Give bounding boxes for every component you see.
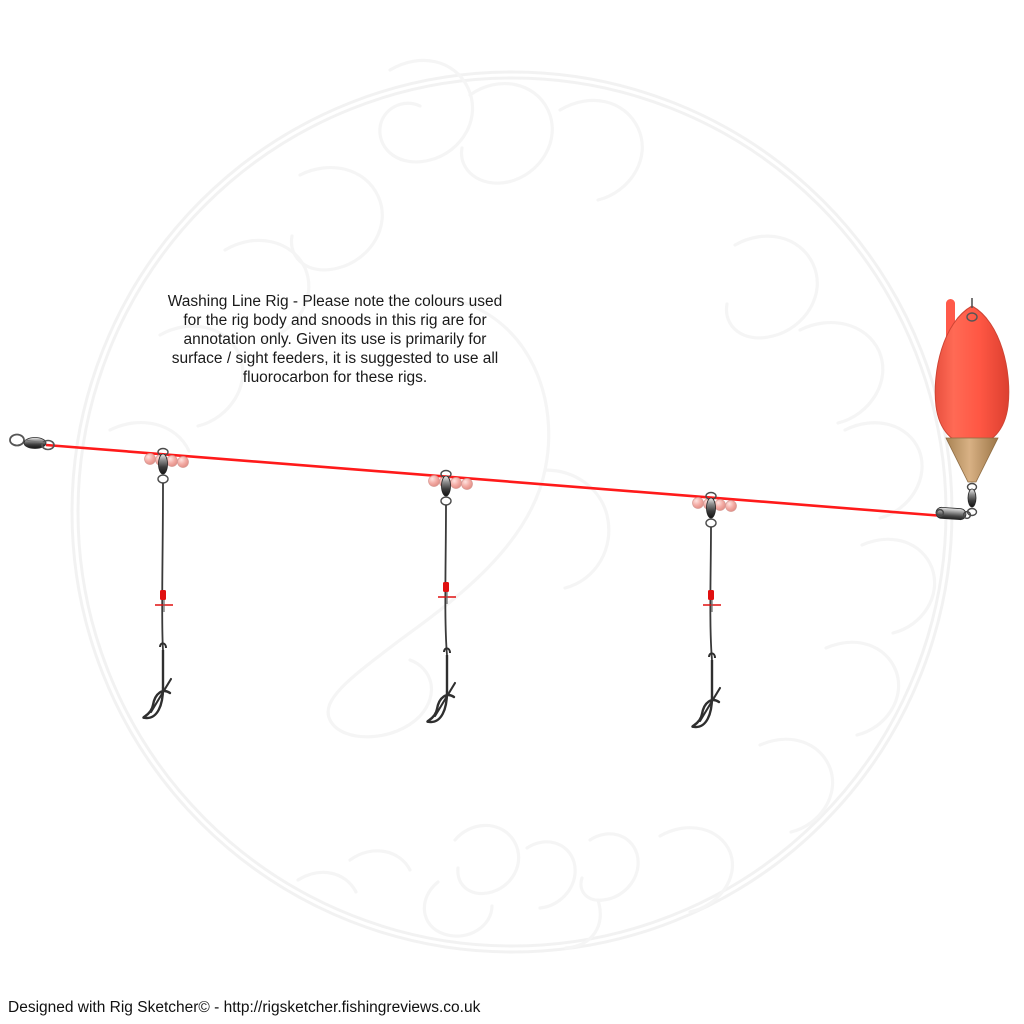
- snood-assembly-1: [143, 449, 188, 719]
- crimp-2: [438, 582, 456, 604]
- snood-assembly-3: [692, 493, 736, 728]
- top-swivel: [10, 435, 54, 450]
- link-clip: [936, 507, 971, 520]
- crimp-1: [155, 590, 173, 612]
- hook-1: [143, 643, 171, 718]
- snood-assembly-2: [427, 471, 472, 723]
- rig-body-line: [46, 445, 944, 516]
- hook-2: [427, 648, 455, 722]
- float: [935, 298, 1009, 516]
- rig-annotation-text: Washing Line Rig - Please note the colours used for the rig body and snoods in this rig are for annotation only. Given its use is primarily for surface / sight feeders, it is suggested to use all fluorocarbon for these rigs.: [167, 293, 507, 386]
- hook-3: [692, 653, 720, 727]
- footer-credit: Designed with Rig Sketcher© - http://rigsketcher.fishingreviews.co.uk: [8, 999, 481, 1016]
- crimp-3: [703, 590, 721, 612]
